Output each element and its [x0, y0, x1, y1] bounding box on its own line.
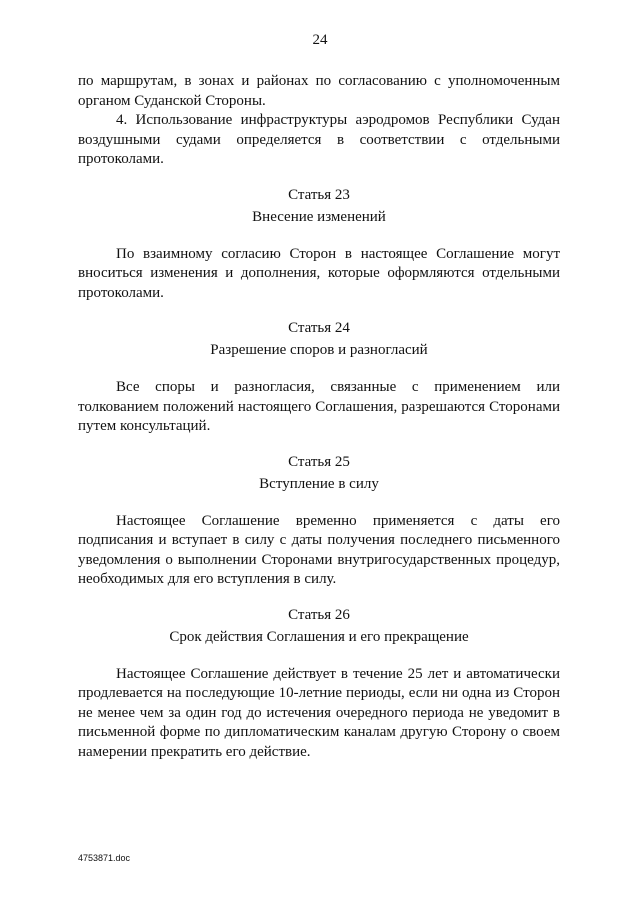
article-25-text: Настоящее Соглашение временно применяется с даты его подписания и вступает в силу с даты получения последнего письменного уведомления о выполнении Сторонами внутригосударственных процедур, необходимых для его вступления в силу.: [78, 512, 560, 587]
paragraph-item-4: 4. Использование инфраструктуры аэродромов Республики Судан воздушными судами определяется в соответствии с отдельными протоколами.: [78, 112, 560, 167]
article-title: Срок действия Соглашения и его прекращение: [169, 628, 469, 645]
article-24-heading: [78, 317, 560, 361]
article-number: Статья 23: [288, 186, 350, 203]
article-number: Статья 25: [288, 453, 350, 470]
article-number: Статья 24: [288, 320, 350, 336]
paragraph-continuation: по маршрутам, в зонах и районах по согласованию с уполномоченным органом Суданской Стороны.: [78, 73, 560, 109]
page-number: 24: [312, 32, 328, 48]
file-name-footer: 4753871.doc: [78, 853, 131, 863]
article-26-text: Настоящее Соглашение действует в течение 25 лет и автоматически продлевается на последующие 10-летние периоды, если ни одна из Сторон не менее чем за один год до истечения очередного периода не уведомит в письменной форме по дипломатическим каналам другую Сторону о своем намерении прекратить его действие.: [78, 665, 560, 760]
article-25-heading: [78, 451, 560, 495]
article-23-text: По взаимному согласию Сторон в настоящее Соглашение могут вноситься изменения и дополнения, которые оформляются отдельными протоколами.: [78, 245, 560, 301]
article-title: Разрешение споров и разногласий: [210, 342, 428, 358]
article-24-text: Все споры и разногласия, связанные с применением или толкованием положений настоящего Соглашения, разрешаются Сторонами путем консультаций.: [78, 379, 560, 434]
article-number: Статья 26: [288, 606, 350, 623]
article-title: Внесение изменений: [252, 208, 386, 225]
article-26-heading: [78, 604, 560, 648]
document-body: [78, 72, 560, 762]
article-23-heading: [78, 184, 560, 228]
article-title: Вступление в силу: [259, 475, 379, 492]
